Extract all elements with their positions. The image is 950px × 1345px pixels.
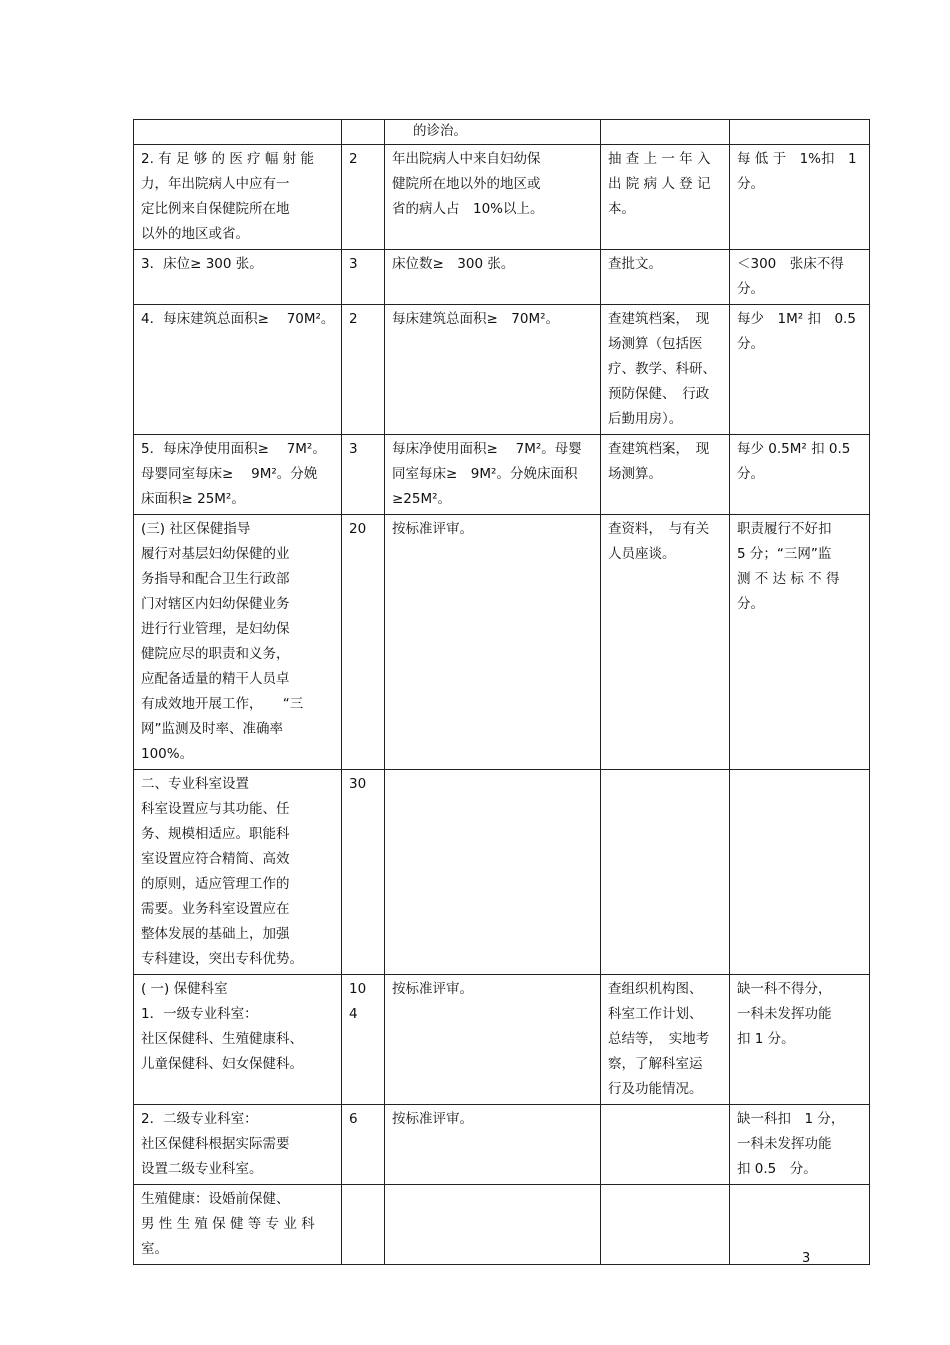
table-row	[134, 250, 870, 305]
cell-method: 查建筑档案， 现 场测算（包括医 疗、教学、科研、 预防保健、 行政 后勤用房）。	[601, 305, 730, 435]
cell-standard: 3．床位≥ 300 张。	[134, 250, 342, 305]
table-row	[134, 145, 870, 250]
cell-standard: (三) 社区保健指导 履行对基层妇幼保健的业 务指导和配合卫生行政部 门对辖区内妇幼保健业务 进行行业管理，是妇幼保 健院应尽的职责和义务， 应配备适量的精干人员卓 有成效地开展工作， “三 网”监测及时率、准确率 100%。	[134, 515, 342, 770]
cell-standard: 4．每床建筑总面积≥ 70M²。	[134, 305, 342, 435]
cell-standard: 二、专业科室设置 科室设置应与其功能、任 务、规模相适应。职能科 室设置应符合精简、高效 的原则，适应管理工作的 需要。业务科室设置应在 整体发展的基础上，加强 专科建设，突出专科优势。	[134, 770, 342, 975]
table-row	[134, 305, 870, 435]
cell-criteria	[385, 770, 601, 975]
cell-deduction: 每少 1M² 扣 0.5 分。	[730, 305, 870, 435]
cell-deduction: 缺一科不得分， 一科未发挥功能 扣 1 分。	[730, 975, 870, 1105]
cell-method	[601, 120, 730, 145]
cell-criteria: 按标准评审。	[385, 1105, 601, 1185]
cell-method	[601, 1185, 730, 1265]
cell-criteria: 每床净使用面积≥ 7M²。母婴 同室每床≥ 9M²。分娩床面积 ≥25M²。	[385, 435, 601, 515]
cell-score: 20	[342, 515, 385, 770]
cell-criteria	[385, 1185, 601, 1265]
cell-score: 3	[342, 435, 385, 515]
cell-deduction: 缺一科扣 1 分， 一科未发挥功能 扣 0.5 分。	[730, 1105, 870, 1185]
cell-method	[601, 1105, 730, 1185]
cell-method: 查建筑档案， 现 场测算。	[601, 435, 730, 515]
table-row	[134, 515, 870, 770]
cell-criteria: 按标准评审。	[385, 515, 601, 770]
table-row	[134, 975, 870, 1105]
cell-score: 2	[342, 145, 385, 250]
cell-method	[601, 770, 730, 975]
cell-score: 3	[342, 250, 385, 305]
cell-score: 2	[342, 305, 385, 435]
cell-deduction: 职责履行不好扣 5 分；“三网”监 测 不 达 标 不 得 分。	[730, 515, 870, 770]
cell-standard: ( 一) 保健科室 1．一级专业科室： 社区保健科、生殖健康科、 儿童保健科、妇女保健科。	[134, 975, 342, 1105]
page-number: 3	[802, 1251, 811, 1266]
table-row	[134, 435, 870, 515]
cell-method: 查组织机构图、 科室工作计划、 总结等， 实地考 察，了解科室运 行及功能情况。	[601, 975, 730, 1105]
cell-score: 30	[342, 770, 385, 975]
cell-score	[342, 120, 385, 145]
table-row	[134, 770, 870, 975]
cell-standard: 2. 有 足 够 的 医 疗 幅 射 能 力，年出院病人中应有一 定比例来自保健院所在地 以外的地区或省。	[134, 145, 342, 250]
table-row	[134, 1105, 870, 1185]
cell-method: 查资料， 与有关 人员座谈。	[601, 515, 730, 770]
cell-deduction: ＜300 张床不得 分。	[730, 250, 870, 305]
cell-criteria: 每床建筑总面积≥ 70M²。	[385, 305, 601, 435]
cell-standard: 5．每床净使用面积≥ 7M²。 母婴同室每床≥ 9M²。分娩 床面积≥ 25M²。	[134, 435, 342, 515]
cell-criteria: 按标准评审。	[385, 975, 601, 1105]
cell-method: 查批文。	[601, 250, 730, 305]
table-row	[134, 1185, 870, 1265]
table-row	[134, 120, 870, 145]
cell-deduction	[730, 770, 870, 975]
cell-deduction	[730, 120, 870, 145]
cell-score: 10 4	[342, 975, 385, 1105]
cell-method: 抽 查 上 一 年 入 出 院 病 人 登 记 本。	[601, 145, 730, 250]
cell-criteria: 的诊治。	[385, 120, 601, 145]
cell-score	[342, 1185, 385, 1265]
evaluation-table	[133, 119, 870, 1265]
cell-standard: 生殖健康：设婚前保健、 男 性 生 殖 保 健 等 专 业 科 室。	[134, 1185, 342, 1265]
cell-deduction	[730, 1185, 870, 1265]
cell-criteria: 年出院病人中来自妇幼保 健院所在地以外的地区或 省的病人占 10%以上。	[385, 145, 601, 250]
cell-criteria: 床位数≥ 300 张。	[385, 250, 601, 305]
cell-score: 6	[342, 1105, 385, 1185]
cell-deduction: 每少 0.5M² 扣 0.5 分。	[730, 435, 870, 515]
cell-standard: 2．二级专业科室： 社区保健科根据实际需要 设置二级专业科室。	[134, 1105, 342, 1185]
cell-deduction: 每 低 于 1%扣 1 分。	[730, 145, 870, 250]
cell-standard	[134, 120, 342, 145]
